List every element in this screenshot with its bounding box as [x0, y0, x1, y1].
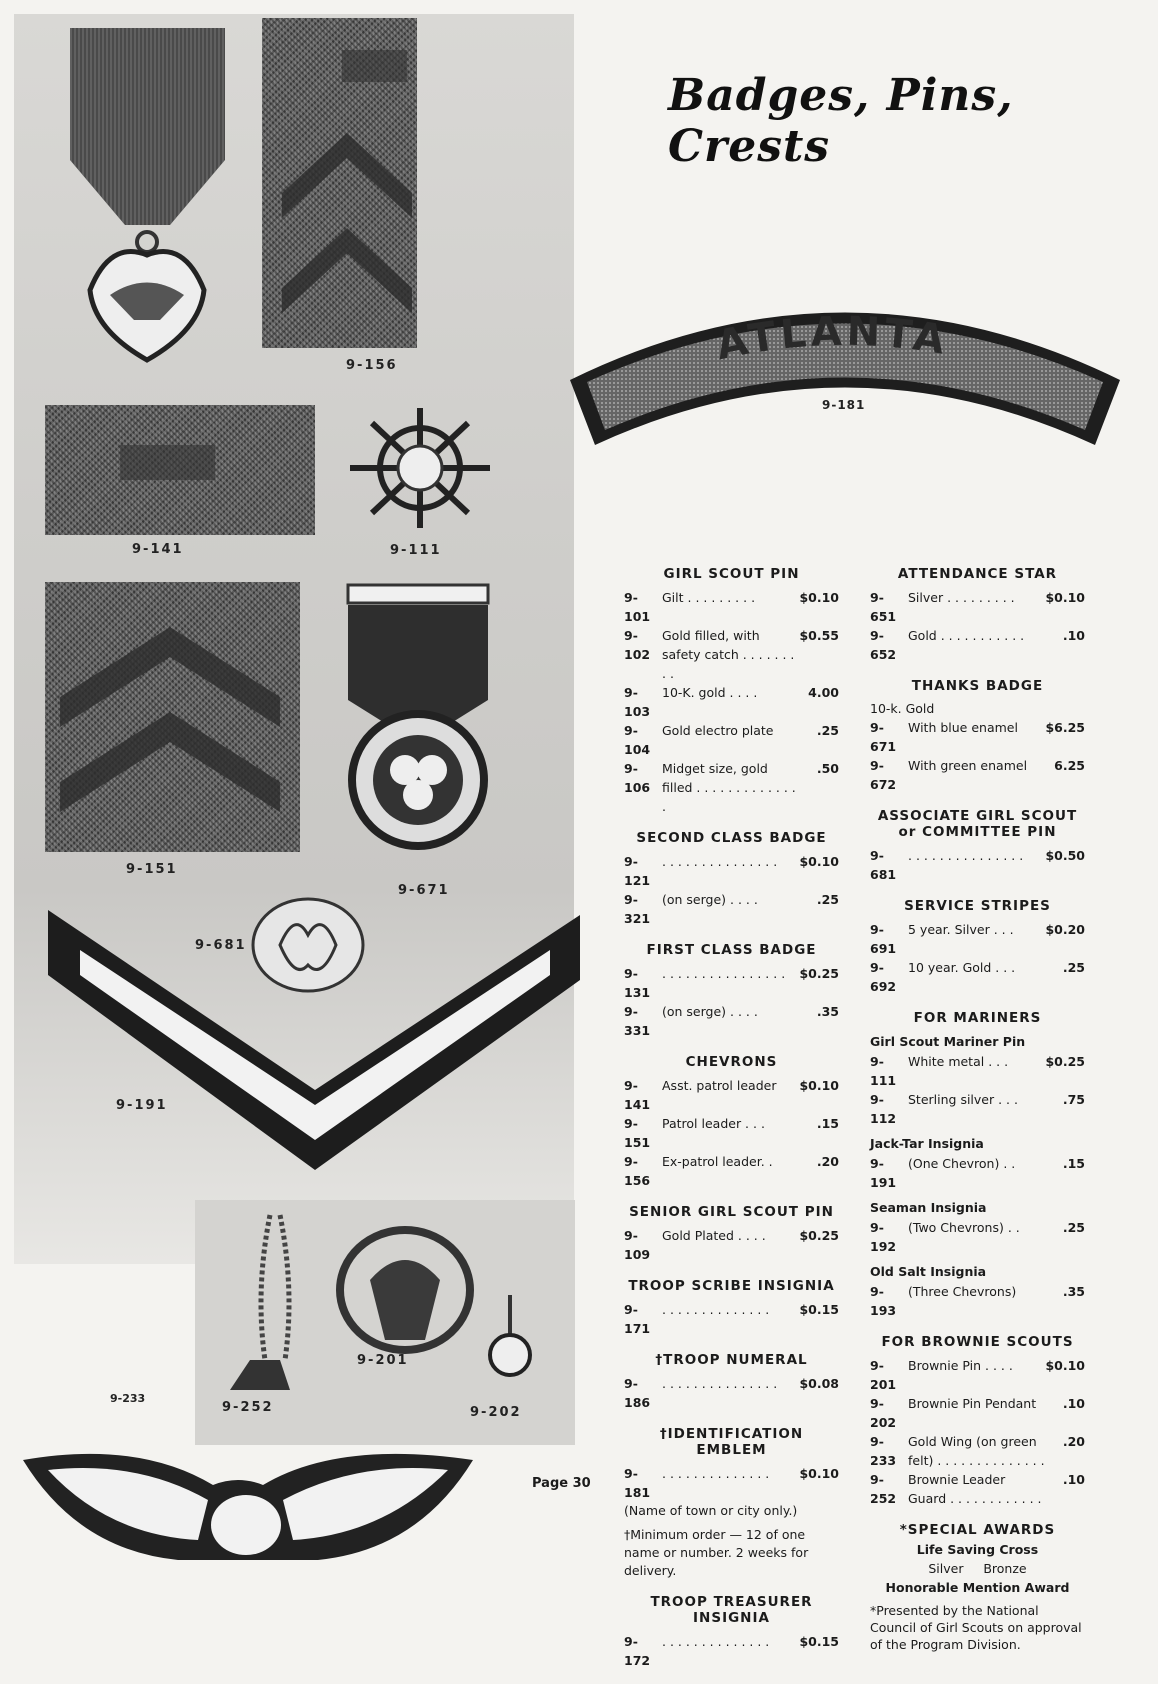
section-identification-emblem — [624, 1426, 839, 1580]
item-code: 9-202 — [870, 1396, 897, 1430]
section-heading: *SPECIAL AWARDS — [899, 1522, 1056, 1538]
item-price: $0.25 — [1045, 1054, 1085, 1069]
item-desc: Gold electro plate — [662, 723, 774, 738]
page-title: Badges, Pins, Crests — [668, 70, 1014, 172]
page-number: Page 30 — [532, 1476, 591, 1491]
item-code: 9-156 — [624, 1154, 651, 1188]
section-heading: ASSOCIATE GIRL SCOUT — [877, 808, 1078, 824]
item-desc: . . . . . . . . . . . . . . — [662, 1302, 770, 1317]
label-9-202: 9-202 — [470, 1405, 522, 1420]
item-code: 9-681 — [870, 848, 897, 882]
item-desc: (on serge) . . . . — [662, 1004, 758, 1019]
item-desc: Asst. patrol leader — [662, 1078, 777, 1093]
price-row — [624, 683, 839, 721]
item-desc: Brownie Leader Guard . . . . . . . . . . . . — [908, 1472, 1042, 1506]
item-desc: . . . . . . . . . . . . . . . — [908, 848, 1024, 863]
item-desc: (Three Chevrons) — [908, 1284, 1017, 1299]
price-row — [870, 1090, 1085, 1128]
item-desc: White metal . . . — [908, 1054, 1009, 1069]
price-row — [624, 759, 839, 816]
price-row — [870, 756, 1085, 794]
item-price: .20 — [1062, 1434, 1085, 1449]
label-9-181: 9-181 — [822, 398, 866, 412]
item-code: 9-691 — [870, 922, 897, 956]
price-row — [624, 1076, 839, 1114]
section-heading: SENIOR GIRL SCOUT PIN — [629, 1204, 834, 1220]
section-girl-scout-pin — [624, 566, 839, 816]
section-heading: FOR MARINERS — [913, 1010, 1042, 1026]
item-code: 9-186 — [624, 1376, 651, 1410]
price-row — [870, 1218, 1085, 1256]
subheading: Jack-Tar Insignia — [870, 1136, 984, 1151]
price-row — [870, 958, 1085, 996]
item-desc: . . . . . . . . . . . . . . . — [662, 1376, 778, 1391]
item-code: 9-101 — [624, 590, 651, 624]
item-code: 9-106 — [624, 761, 651, 795]
item-desc: Gold Plated . . . . — [662, 1228, 766, 1243]
subheading: Girl Scout Mariner Pin — [870, 1034, 1026, 1049]
item-price: 4.00 — [808, 685, 839, 700]
item-price: .10 — [1062, 628, 1085, 643]
item-code: 9-233 — [870, 1434, 897, 1468]
item-price: .15 — [1062, 1156, 1085, 1171]
section-heading: GIRL SCOUT PIN — [663, 566, 800, 582]
item-code: 9-321 — [624, 892, 651, 926]
price-row — [870, 1154, 1085, 1192]
item-desc: Brownie Pin Pendant — [908, 1396, 1037, 1411]
item-code: 9-103 — [624, 685, 651, 719]
section-heading: TROOP TREASURER INSIGNIA — [650, 1594, 813, 1626]
item-code: 9-692 — [870, 960, 897, 994]
section-heading-line2: or COMMITTEE PIN — [898, 824, 1057, 840]
item-desc: Gold filled, with safety catch . . . . . . . . . — [662, 628, 795, 681]
brownie-pins-image — [220, 1210, 550, 1400]
item-price: $0.50 — [1045, 848, 1085, 863]
item-desc: (on serge) . . . . — [662, 892, 758, 907]
subheading: Old Salt Insignia — [870, 1264, 987, 1279]
section-heading: CHEVRONS — [685, 1054, 778, 1070]
item-price: $6.25 — [1045, 720, 1085, 735]
label-9-233: 9-233 — [110, 1392, 146, 1405]
section-troop-scribe-insignia — [624, 1278, 839, 1338]
label-9-671: 9-671 — [398, 883, 450, 898]
label-9-681: 9-681 — [195, 938, 247, 953]
price-row — [624, 1114, 839, 1152]
section-heading: THANKS BADGE — [911, 678, 1044, 694]
section-chevrons — [624, 1054, 839, 1190]
special-award-line: Honorable Mention Award — [885, 1580, 1070, 1595]
item-code: 9-192 — [870, 1220, 897, 1254]
section-heading: SERVICE STRIPES — [904, 898, 1051, 914]
item-desc: Silver . . . . . . . . . — [908, 590, 1015, 605]
atlanta-text: ATLANTA — [712, 308, 952, 370]
price-row — [870, 1394, 1085, 1432]
section-thanks-badge — [870, 678, 1085, 794]
item-code: 9-193 — [870, 1284, 897, 1318]
item-price: $0.55 — [799, 628, 839, 643]
item-code: 9-652 — [870, 628, 897, 662]
item-code: 9-104 — [624, 723, 651, 757]
section-first-class-badge — [624, 942, 839, 1040]
item-desc: With blue enamel — [908, 720, 1018, 735]
item-desc: Brownie Pin . . . . — [908, 1358, 1013, 1373]
identification-note: (Name of town or city only.) — [624, 1503, 798, 1518]
item-price: .15 — [816, 1116, 839, 1131]
item-desc: . . . . . . . . . . . . . . . . — [662, 966, 786, 981]
label-9-191: 9-191 — [116, 1098, 168, 1113]
item-desc: 5 year. Silver . . . — [908, 922, 1014, 937]
item-desc: Gold . . . . . . . . . . . — [908, 628, 1025, 643]
item-desc: Midget size, gold filled . . . . . . . . . . . . . . — [662, 761, 796, 814]
section-troop-treasurer-insignia — [624, 1594, 839, 1670]
section-service-stripes — [870, 898, 1085, 996]
item-code: 9-111 — [870, 1054, 897, 1088]
price-row — [624, 1152, 839, 1190]
item-code: 9-121 — [624, 854, 651, 888]
section-heading: FIRST CLASS BADGE — [646, 942, 817, 958]
section-attendance-star — [870, 566, 1085, 664]
item-code: 9-181 — [624, 1466, 651, 1500]
item-code: 9-172 — [624, 1634, 651, 1668]
item-price: $0.25 — [799, 966, 839, 981]
item-code: 9-102 — [624, 628, 651, 662]
price-list-column-2 — [870, 566, 1085, 1667]
price-row — [624, 852, 839, 890]
price-row — [870, 920, 1085, 958]
item-desc: Gold Wing (on green felt) . . . . . . . . . . . . . . — [908, 1434, 1045, 1468]
special-awards-footnote: *Presented by the National Council of Girl Scouts on approval of the Program Division. — [870, 1603, 1082, 1652]
item-price: .75 — [1062, 1092, 1085, 1107]
price-row — [870, 718, 1085, 756]
item-price: $0.10 — [799, 1466, 839, 1481]
item-code: 9-252 — [870, 1472, 897, 1506]
item-code: 9-141 — [624, 1078, 651, 1112]
item-code: 9-201 — [870, 1358, 897, 1392]
label-9-156: 9-156 — [346, 358, 398, 373]
item-code: 9-109 — [624, 1228, 651, 1262]
price-row — [624, 588, 839, 626]
section-for-mariners — [870, 1010, 1085, 1320]
price-list-column-1 — [624, 566, 839, 1684]
item-desc: Sterling silver . . . — [908, 1092, 1018, 1107]
section-second-class-badge — [624, 830, 839, 928]
bar-9-141 — [45, 405, 315, 535]
item-code: 9-112 — [870, 1092, 897, 1126]
item-desc: Ex-patrol leader. . — [662, 1154, 773, 1169]
girl-scout-medal-image — [50, 20, 240, 370]
item-code: 9-151 — [624, 1116, 651, 1150]
chevron-stripes-9-151 — [45, 582, 300, 852]
item-desc: (Two Chevrons) . . — [908, 1220, 1020, 1235]
item-code: 9-671 — [870, 720, 897, 754]
jack-tar-chevron-image — [40, 905, 585, 1180]
item-price: .25 — [816, 723, 839, 738]
section-heading: ATTENDANCE STAR — [897, 566, 1058, 582]
item-price: $0.10 — [799, 1078, 839, 1093]
item-desc: . . . . . . . . . . . . . . — [662, 1466, 770, 1481]
brownie-wing-image — [18, 1420, 478, 1580]
section-associate-pin — [870, 808, 1085, 884]
item-price: $0.08 — [799, 1376, 839, 1391]
price-row — [870, 1432, 1085, 1470]
label-9-151: 9-151 — [126, 862, 178, 877]
price-row — [870, 1052, 1085, 1090]
item-price: $0.10 — [799, 590, 839, 605]
price-row — [624, 721, 839, 759]
item-price: .50 — [816, 761, 839, 776]
price-row — [870, 626, 1085, 664]
minimum-order-note: †Minimum order — 12 of one name or number. 2 weeks for delivery. — [624, 1527, 809, 1578]
item-desc: 10-K. gold . . . . — [662, 685, 758, 700]
item-desc: (One Chevron) . . — [908, 1156, 1016, 1171]
item-code: 9-131 — [624, 966, 651, 1000]
price-row — [870, 846, 1085, 884]
item-price: .35 — [816, 1004, 839, 1019]
item-code: 9-672 — [870, 758, 897, 792]
section-heading: †IDENTIFICATION EMBLEM — [659, 1426, 804, 1458]
price-row — [870, 1356, 1085, 1394]
section-troop-numeral — [624, 1352, 839, 1412]
price-row — [624, 964, 839, 1002]
thanks-badge-material: 10-k. Gold — [870, 701, 935, 716]
item-price: $0.15 — [799, 1634, 839, 1649]
item-desc: . . . . . . . . . . . . . . . — [662, 854, 778, 869]
subheading: Seaman Insignia — [870, 1200, 987, 1215]
item-code: 9-331 — [624, 1004, 651, 1038]
section-senior-girl-scout-pin — [624, 1204, 839, 1264]
item-desc: Gilt . . . . . . . . . — [662, 590, 756, 605]
item-desc: With green enamel — [908, 758, 1028, 773]
label-9-111: 9-111 — [390, 543, 442, 558]
price-row — [870, 1282, 1085, 1320]
item-code: 9-191 — [870, 1156, 897, 1190]
mariner-wheel-pin-image — [345, 405, 515, 540]
item-price: .25 — [1062, 960, 1085, 975]
section-heading: FOR BROWNIE SCOUTS — [881, 1334, 1074, 1350]
price-row — [624, 1226, 839, 1264]
item-price: $0.20 — [1045, 922, 1085, 937]
item-price: .25 — [816, 892, 839, 907]
item-price: $0.10 — [799, 854, 839, 869]
item-price: .10 — [1062, 1472, 1085, 1487]
section-special-awards — [870, 1522, 1085, 1653]
section-heading: SECOND CLASS BADGE — [636, 830, 827, 846]
price-row — [624, 1374, 839, 1412]
price-row — [624, 890, 839, 928]
chevron-stripes-9-156 — [262, 18, 417, 348]
item-price: $0.10 — [1045, 1358, 1085, 1373]
item-price: $0.10 — [1045, 590, 1085, 605]
price-row — [870, 1470, 1085, 1508]
special-award-line: Life Saving Cross — [916, 1542, 1039, 1557]
section-heading: TROOP SCRIBE INSIGNIA — [628, 1278, 835, 1294]
label-9-252: 9-252 — [222, 1400, 274, 1415]
price-row — [624, 1002, 839, 1040]
item-code: 9-171 — [624, 1302, 651, 1336]
price-row — [624, 626, 839, 683]
special-award-metals: Silver Bronze — [928, 1561, 1027, 1576]
item-price: .35 — [1062, 1284, 1085, 1299]
price-row — [624, 1464, 839, 1502]
item-desc: Patrol leader . . . — [662, 1116, 765, 1131]
item-price: $0.25 — [799, 1228, 839, 1243]
item-price: .25 — [1062, 1220, 1085, 1235]
price-row — [870, 588, 1085, 626]
price-row — [624, 1632, 839, 1670]
item-price: .20 — [816, 1154, 839, 1169]
item-desc: 10 year. Gold . . . — [908, 960, 1016, 975]
item-price: .10 — [1062, 1396, 1085, 1411]
atlanta-identification-emblem-image — [565, 270, 1130, 450]
item-desc: . . . . . . . . . . . . . . — [662, 1634, 770, 1649]
item-code: 9-651 — [870, 590, 897, 624]
thanks-badge-medal-image — [340, 580, 540, 880]
label-9-141: 9-141 — [132, 542, 184, 557]
section-for-brownie-scouts — [870, 1334, 1085, 1508]
item-price: 6.25 — [1054, 758, 1085, 773]
item-price: $0.15 — [799, 1302, 839, 1317]
section-heading: †TROOP NUMERAL — [655, 1352, 808, 1368]
price-row — [624, 1300, 839, 1338]
label-9-201: 9-201 — [357, 1353, 409, 1368]
